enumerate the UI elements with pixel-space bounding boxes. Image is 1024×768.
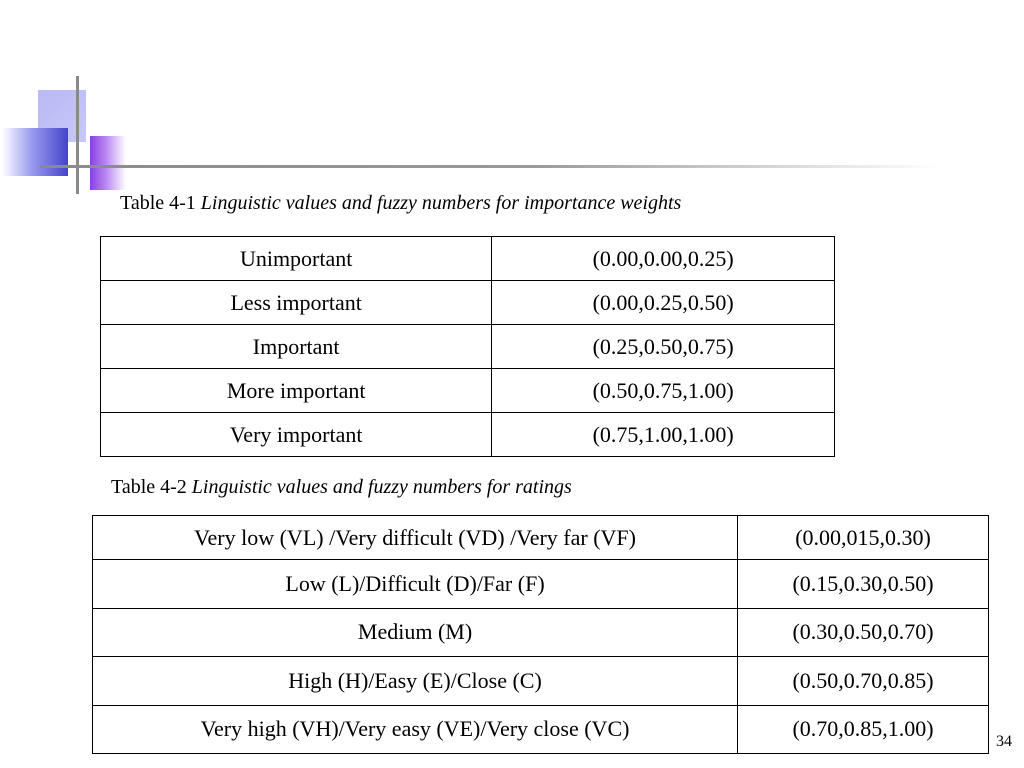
importance-weights-table <box>100 236 835 457</box>
linguistic-term-cell: Less important <box>101 281 492 325</box>
linguistic-term-cell: Very low (VL) /Very difficult (VD) /Very far (VF) <box>93 516 738 560</box>
table-row <box>93 705 989 754</box>
fuzzy-number-cell: (0.50,0.70,0.85) <box>738 657 989 706</box>
decorative-horizontal-rule <box>40 165 940 168</box>
table1-caption <box>120 192 681 215</box>
fuzzy-number-cell: (0.00,015,0.30) <box>738 516 989 560</box>
table1-caption-label: Table 4-1 <box>120 192 196 214</box>
table-row <box>93 657 989 706</box>
fuzzy-number-cell: (0.50,0.75,1.00) <box>492 369 835 413</box>
linguistic-term-cell: Very high (VH)/Very easy (VE)/Very close (VC) <box>93 705 738 754</box>
decorative-vertical-line <box>76 76 79 194</box>
fuzzy-number-cell: (0.75,1.00,1.00) <box>492 413 835 457</box>
table2-caption-title: Linguistic values and fuzzy numbers for ratings <box>191 476 572 498</box>
table-row <box>93 560 989 609</box>
decorative-square-purple <box>90 136 126 190</box>
linguistic-term-cell: High (H)/Easy (E)/Close (C) <box>93 657 738 706</box>
table-row <box>101 281 835 325</box>
table-row <box>101 325 835 369</box>
decorative-square-left <box>2 128 68 176</box>
ratings-table <box>92 515 989 754</box>
linguistic-term-cell: More important <box>101 369 492 413</box>
table-row <box>101 369 835 413</box>
linguistic-term-cell: Low (L)/Difficult (D)/Far (F) <box>93 560 738 609</box>
linguistic-term-cell: Medium (M) <box>93 608 738 657</box>
table-row <box>93 516 989 560</box>
fuzzy-number-cell: (0.30,0.50,0.70) <box>738 608 989 657</box>
table2-caption <box>111 476 572 499</box>
fuzzy-number-cell: (0.00,0.25,0.50) <box>492 281 835 325</box>
page-number: 34 <box>996 733 1012 750</box>
table2-caption-label: Table 4-2 <box>111 476 187 498</box>
linguistic-term-cell: Very important <box>101 413 492 457</box>
fuzzy-number-cell: (0.70,0.85,1.00) <box>738 705 989 754</box>
fuzzy-number-cell: (0.00,0.00,0.25) <box>492 237 835 281</box>
table-row <box>93 608 989 657</box>
table1-caption-title: Linguistic values and fuzzy numbers for importance weights <box>200 192 682 214</box>
fuzzy-number-cell: (0.15,0.30,0.50) <box>738 560 989 609</box>
linguistic-term-cell: Important <box>101 325 492 369</box>
table-row <box>101 413 835 457</box>
fuzzy-number-cell: (0.25,0.50,0.75) <box>492 325 835 369</box>
linguistic-term-cell: Unimportant <box>101 237 492 281</box>
table-row <box>101 237 835 281</box>
